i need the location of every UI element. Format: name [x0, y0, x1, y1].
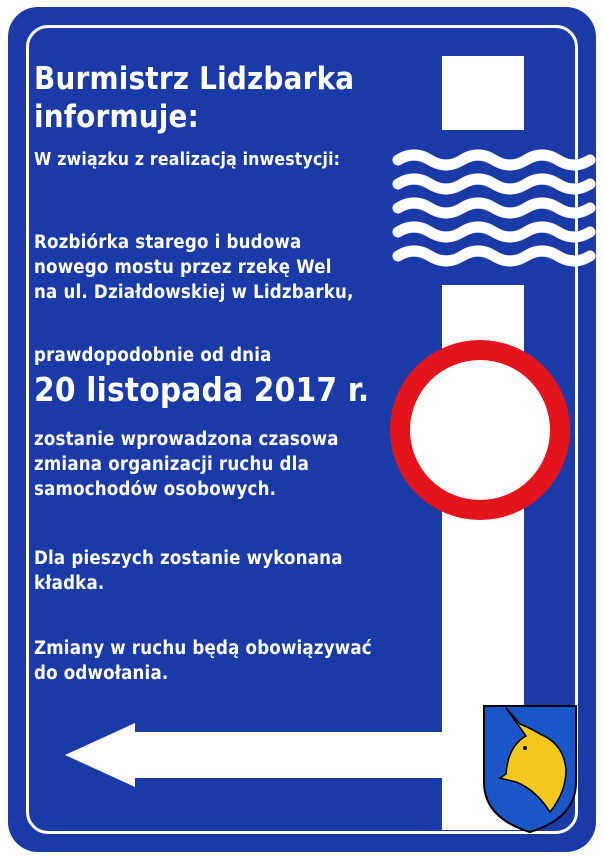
validity-paragraph [34, 636, 372, 686]
detour-arrow-icon [65, 723, 450, 787]
road-segment-top [442, 56, 524, 130]
validity-line: Zmiany w ruchu będą obowiązywać [34, 638, 372, 659]
works-line: na ul. Działdowskiej w Lidzbarku, [34, 282, 354, 303]
change-line: samochodów osobowych. [34, 479, 277, 500]
town-crest-icon [484, 706, 576, 832]
no-vehicles-sign-icon [390, 340, 570, 520]
works-line: nowego mostu przez rzekę Wel [34, 257, 332, 278]
from-label: prawdopodobnie od dnia [34, 345, 272, 366]
works-line: Rozbiórka starego i budowa [34, 232, 302, 253]
works-paragraph [34, 230, 354, 305]
change-paragraph [34, 427, 339, 502]
change-line: zostanie wprowadzona czasowa [34, 429, 339, 450]
pedestrian-line: kładka. [34, 573, 105, 594]
water-waves-icon [398, 155, 590, 261]
pedestrian-line: Dla pieszych zostanie wykonana [34, 548, 343, 569]
pedestrian-paragraph [34, 546, 343, 596]
validity-line: do odwołania. [34, 663, 169, 684]
sign-subtitle: W związku z realizacją inwestycji: [34, 150, 341, 170]
change-line: zmiana organizacji ruchu dla [34, 454, 309, 475]
sign-title [34, 60, 354, 136]
title-line-2: informuje: [34, 99, 200, 135]
title-line-1: Burmistrz Lidzbarka [34, 61, 355, 97]
start-date: 20 listopada 2017 r. [34, 370, 370, 409]
